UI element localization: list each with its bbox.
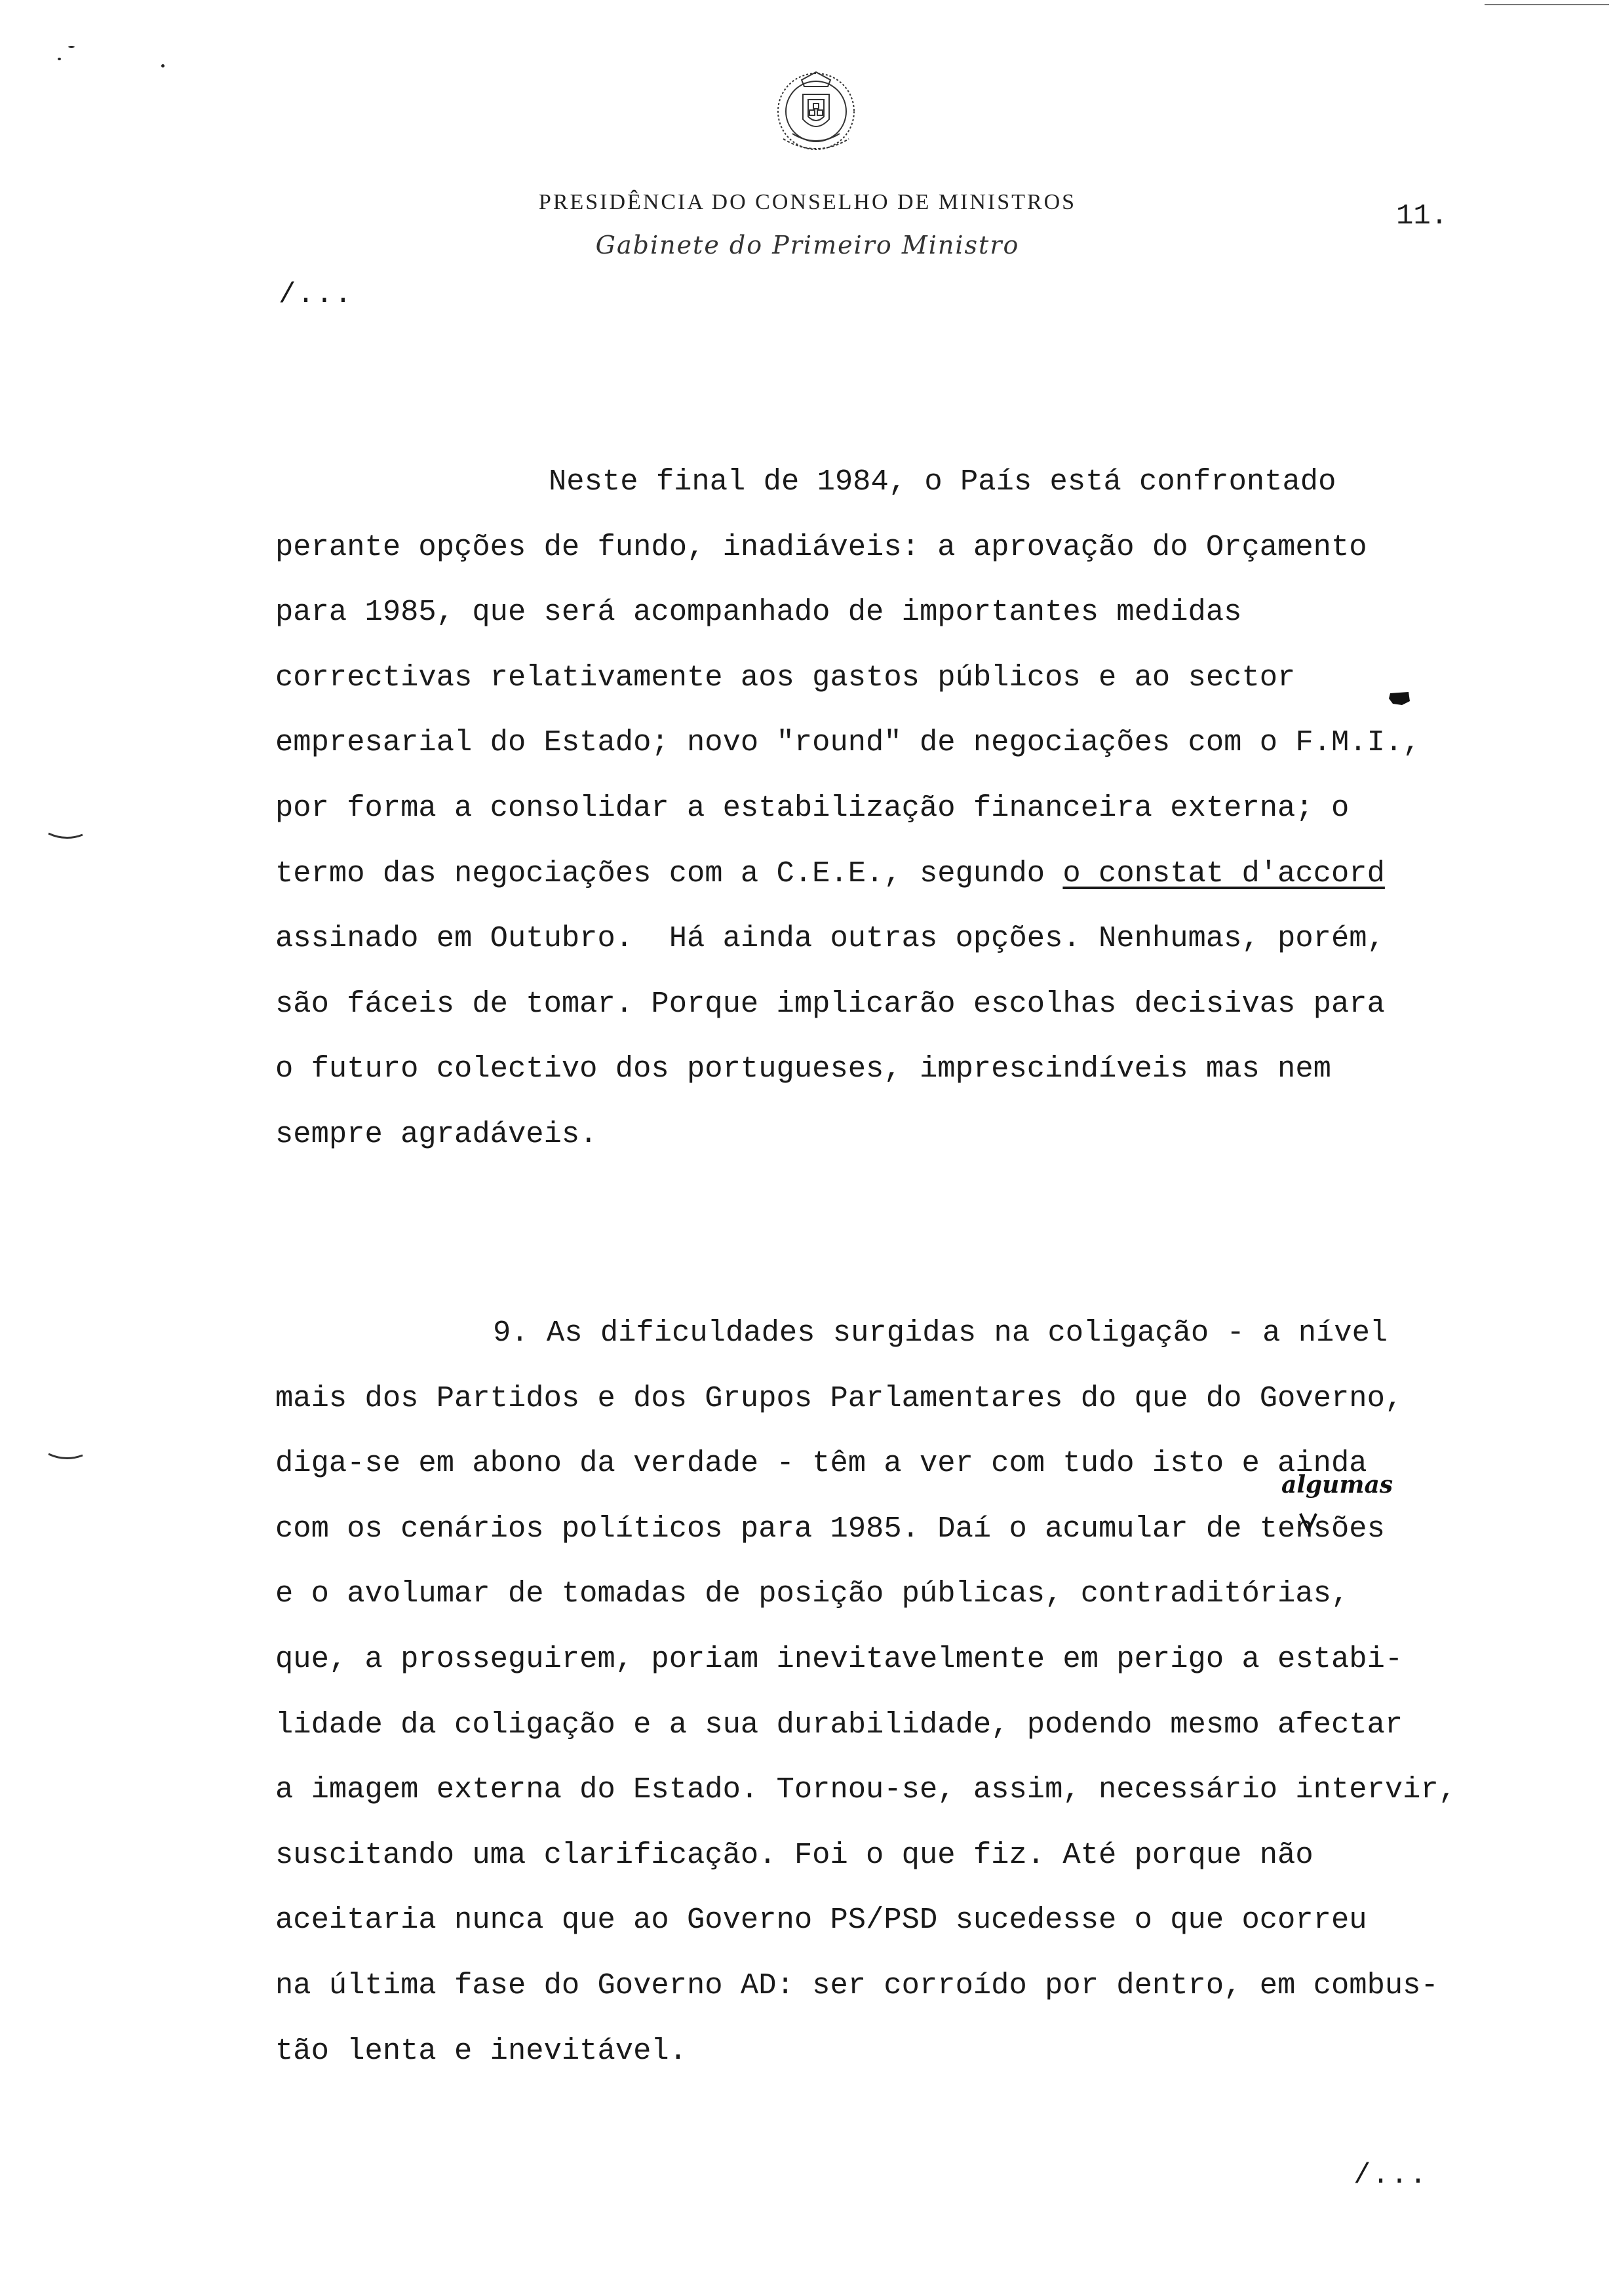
- paragraph-1: [275, 450, 1580, 1168]
- text-line-prefix: termo das negociações com a C.E.E., segundo: [275, 856, 1063, 890]
- text-line: na última fase do Governo AD: ser corroído por dentro, em combus-: [275, 1968, 1439, 2002]
- top-edge-rule: [1485, 4, 1609, 5]
- continuation-mark-bottom: /...: [1353, 2159, 1428, 2192]
- paragraph-2: [275, 1301, 1580, 2084]
- text-line: que, a prosseguirem, poriam inevitavelmente em perigo a estabi-: [275, 1641, 1403, 1676]
- margin-tick-mark: [47, 831, 84, 841]
- text-line: sempre agradáveis.: [275, 1117, 598, 1151]
- text-line: suscitando uma clarificação. Foi o que fiz. Até porque não: [275, 1837, 1313, 1872]
- text-line: Neste final de 1984, o País está confrontado: [549, 465, 1336, 499]
- text-line: 9. As dificuldades surgidas na coligação - a nível: [493, 1316, 1388, 1350]
- institution-title: PRESIDÊNCIA DO CONSELHO DE MINISTROS: [538, 190, 1077, 214]
- text-line: o futuro colectivo dos portugueses, imprescindíveis mas nem: [275, 1052, 1331, 1086]
- scan-speck: [68, 46, 75, 48]
- ink-blot-icon: [1388, 689, 1411, 708]
- text-line: para 1985, que será acompanhado de importantes medidas: [275, 595, 1242, 630]
- text-line: por forma a consolidar a estabilização financeira externa; o: [275, 790, 1350, 825]
- text-line: são fáceis de tomar. Porque implicarão escolhas decisivas para: [275, 986, 1385, 1021]
- text-line: com os cenários políticos para 1985. Daí o acumular de tensões: [275, 1511, 1385, 1546]
- text-line: diga-se em abono da verdade - têm a ver com tudo isto e ainda: [275, 1446, 1367, 1481]
- scan-speck: [161, 64, 165, 67]
- portuguese-coat-of-arms-icon: [764, 60, 868, 165]
- text-line: perante opções de fundo, inadiáveis: a aprovação do Orçamento: [275, 529, 1367, 564]
- continuation-mark-top: /...: [279, 278, 353, 311]
- text-line: aceitaria nunca que ao Governo PS/PSD sucedesse o que ocorreu: [275, 1903, 1367, 1938]
- handwritten-insertion: algumas: [1281, 1471, 1393, 1499]
- text-line: correctivas relativamente aos gastos públicos e ao sector: [275, 660, 1296, 695]
- scan-speck: [58, 58, 61, 60]
- margin-tick-mark: [47, 1451, 84, 1462]
- page-number: 11.: [1396, 200, 1449, 233]
- text-line: tão lenta e inevitável.: [275, 2033, 688, 2068]
- insertion-caret-icon: [1299, 1512, 1317, 1532]
- text-line: e o avolumar de tomadas de posição públicas, contraditórias,: [275, 1577, 1350, 1611]
- text-line: mais dos Partidos e dos Grupos Parlamentares do que do Governo,: [275, 1381, 1403, 1415]
- text-line: empresarial do Estado; novo "round" de negociações com o F.M.I.,: [275, 725, 1421, 760]
- underlined-phrase: o constat d'accord: [1062, 856, 1385, 890]
- text-line: a imagem externa do Estado. Tornou-se, assim, necessário intervir,: [275, 1772, 1457, 1807]
- text-line: assinado em Outubro. Há ainda outras opções. Nenhumas, porém,: [275, 921, 1385, 956]
- text-line: lidade da coligação e a sua durabilidade, podendo mesmo afectar: [275, 1707, 1403, 1742]
- text-line: [275, 841, 1580, 907]
- office-subtitle: Gabinete do Primeiro Ministro: [595, 231, 1020, 259]
